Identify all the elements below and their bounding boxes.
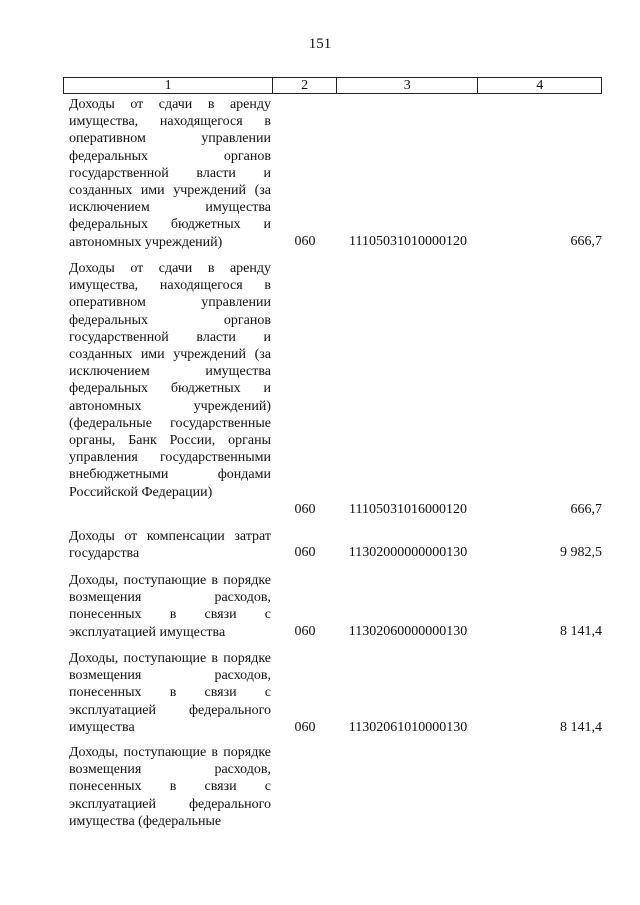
row-name: Доходы от компенсации затрат государства (69, 529, 271, 562)
row-kbk: 11105031010000120 (349, 233, 467, 249)
row-amount: 8 141,4 (560, 719, 602, 735)
row-code: 060 (294, 501, 316, 517)
row-amount: 8 141,4 (560, 623, 602, 639)
column-header: 3 (337, 78, 478, 93)
row-name: Доходы от сдачи в аренду имущества, находящегося в оперативном управлении федеральных органов государственной власти и созданных ими учреждений (за исключением имущества федеральных бюджетных и автономных учреждений) (69, 97, 271, 250)
row-kbk: 11302061010000130 (348, 719, 468, 735)
row-amount: 666,7 (570, 233, 602, 249)
row-name: Доходы, поступающие в порядке возмещения расходов, понесенных в связи с эксплуатацией имущества (69, 573, 271, 640)
row-kbk: 11302000000000130 (348, 544, 468, 560)
row-code: 060 (294, 623, 316, 639)
row-code: 060 (294, 544, 316, 560)
table-row (63, 528, 602, 561)
column-header: 2 (273, 78, 337, 93)
page-number: 151 (308, 36, 332, 52)
row-kbk: 11302060000000130 (348, 623, 468, 639)
table-row (63, 572, 602, 640)
table-row (63, 260, 602, 518)
table-row (63, 96, 602, 250)
row-name: Доходы, поступающие в порядке возмещения расходов, понесенных в связи с эксплуатацией федерального имущества (федеральные (69, 745, 271, 829)
column-header: 4 (536, 78, 544, 93)
row-kbk: 11105031016000120 (349, 501, 467, 517)
row-amount: 9 982,5 (560, 544, 602, 560)
row-amount: 666,7 (570, 501, 602, 517)
table-row (63, 650, 602, 736)
table-header (63, 77, 602, 94)
column-header: 1 (64, 78, 273, 93)
row-code: 060 (294, 233, 316, 249)
row-name: Доходы, поступающие в порядке возмещения расходов, понесенных в связи с эксплуатацией федерального имущества (69, 651, 271, 735)
table-row (63, 744, 602, 832)
row-name: Доходы от сдачи в аренду имущества, находящегося в оперативном управлении федеральных органов государственной власти и созданных ими учреждений (за исключением имущества федеральных бюджетных и автономных учреждений) (федеральные государственные органы, Банк России, органы управления государственными внебюджетными фондами Российской Федерации) (69, 261, 271, 500)
row-code: 060 (294, 719, 316, 735)
